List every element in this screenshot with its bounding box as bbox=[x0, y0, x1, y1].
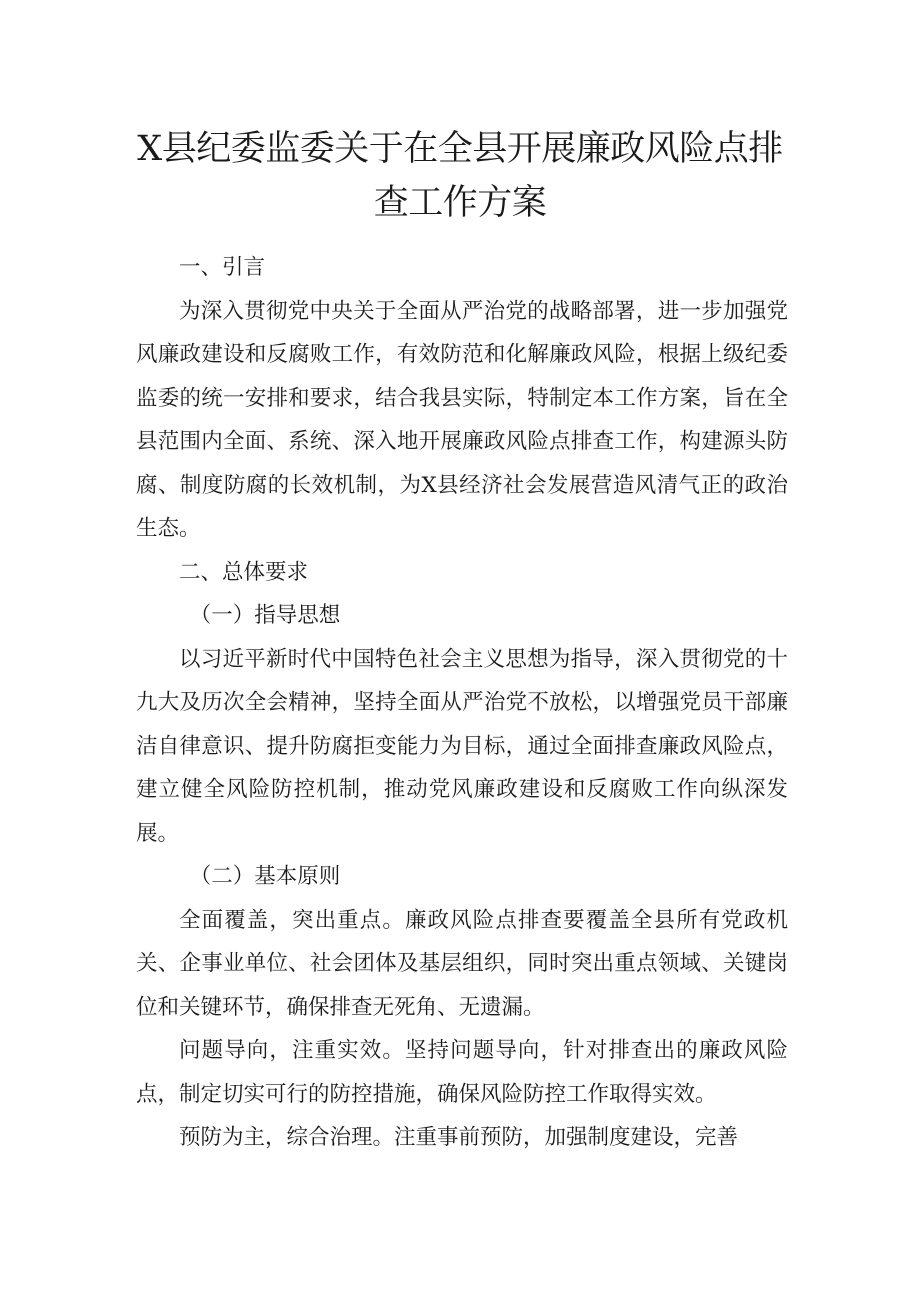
section-heading-introduction: 一、引言 bbox=[179, 255, 266, 280]
body-paragraph: 全面覆盖，突出重点。廉政风险点排查要覆盖全县所有党政机关、企事业单位、社会团体及基层组织，同时突出重点领域、关键岗位和关键环节，确保排查无死角、无遗漏。 bbox=[136, 907, 788, 1020]
document-title bbox=[130, 122, 790, 230]
title-line-1: X县纪委监委关于在全县开展廉政风险点排 bbox=[137, 129, 783, 169]
document-body bbox=[136, 246, 788, 1160]
title-line-2: 查工作方案 bbox=[373, 183, 547, 223]
body-paragraph: 问题导向，注重实效。坚持问题导向，针对排查出的廉政风险点，制定切实可行的防控措施，确保风险防控工作取得实效。 bbox=[136, 1038, 788, 1107]
body-paragraph: 为深入贯彻党中央关于全面从严治党的战略部署，进一步加强党风廉政建设和反腐败工作，有效防范和化解廉政风险，根据上级纪委监委的统一安排和要求，结合我县实际，特制定本工作方案，旨在全县范围内全面、系统、深入地开展廉政风险点排查工作，构建源头防腐、制度防腐的长效机制，为X县经济社会发展营造风清气正的政治生态。 bbox=[136, 298, 788, 541]
body-paragraph: 预防为主，综合治理。注重事前预防，加强制度建设，完善 bbox=[179, 1125, 739, 1150]
body-paragraph: 以习近平新时代中国特色社会主义思想为指导，深入贯彻党的十九大及历次全会精神，坚持全面从严治党不放松，以增强党员干部廉洁自律意识、提升防腐拒变能力为目标，通过全面排查廉政风险点，建立健全风险防控机制，推动党风廉政建设和反腐败工作向纵深发展。 bbox=[136, 646, 788, 846]
subsection-heading-guiding-ideology: （一）指导思想 bbox=[189, 603, 341, 628]
subsection-heading-basic-principles: （二）基本原则 bbox=[189, 864, 341, 889]
section-heading-general-requirements: 二、总体要求 bbox=[179, 559, 309, 585]
